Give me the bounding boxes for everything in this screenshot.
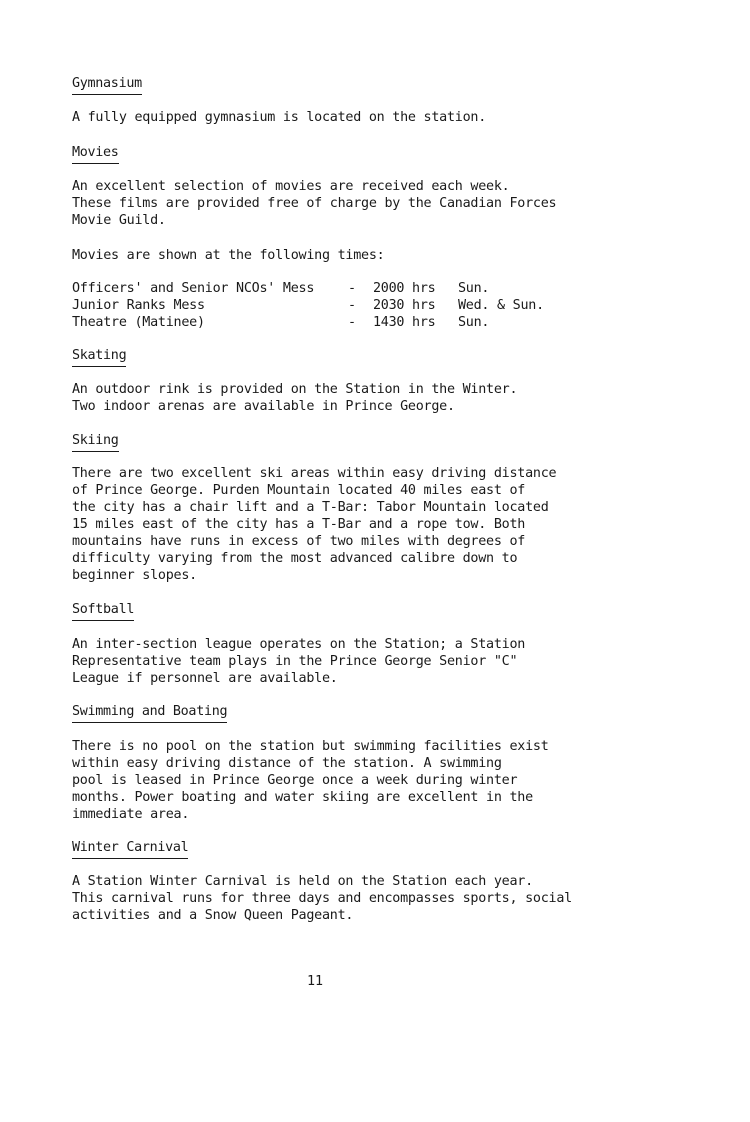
text-line: Two indoor arenas are available in Prince George.: [72, 399, 455, 414]
text-line: There are two excellent ski areas within easy driving distance: [72, 466, 557, 481]
paragraph-movies-times: [72, 247, 384, 264]
page-number: 11: [307, 974, 324, 989]
text-line: 15 miles east of the city has a T-Bar and a rope tow. Both: [72, 517, 526, 532]
schedule-days: Sun.: [458, 315, 490, 330]
schedule-time: 2000 hrs: [373, 281, 436, 296]
heading-skiing: Skiing: [72, 433, 119, 452]
paragraph-softball: [72, 636, 525, 687]
heading-winter-carnival: Winter Carnival: [72, 840, 188, 859]
schedule-dash: -: [348, 315, 356, 330]
text-line: activities and a Snow Queen Pageant.: [72, 908, 354, 923]
text-line: An excellent selection of movies are received each week.: [72, 179, 510, 194]
paragraph-skiing: [72, 465, 556, 584]
heading-softball: Softball: [72, 602, 134, 621]
text-line: the city has a chair lift and a T-Bar: Tabor Mountain located: [72, 500, 549, 515]
schedule-time: 1430 hrs: [373, 315, 436, 330]
heading-movies: Movies: [72, 145, 119, 164]
heading-gymnasium: Gymnasium: [72, 76, 142, 95]
text-line: pool is leased in Prince George once a week during winter: [72, 773, 518, 788]
text-line: A Station Winter Carnival is held on the Station each year.: [72, 874, 533, 889]
text-line: mountains have runs in excess of two miles with degrees of: [72, 534, 526, 549]
text-line: months. Power boating and water skiing are excellent in the: [72, 790, 533, 805]
schedule-time: 2030 hrs: [373, 298, 436, 313]
paragraph-skating: [72, 381, 517, 415]
text-line: There is no pool on the station but swimming facilities exist: [72, 739, 549, 754]
text-line: Movie Guild.: [72, 213, 166, 228]
schedule-days: Sun.: [458, 281, 490, 296]
text-line: of Prince George. Purden Mountain located 40 miles east of: [72, 483, 526, 498]
text-line: beginner slopes.: [72, 568, 197, 583]
text-line: within easy driving distance of the station. A swimming: [72, 756, 502, 771]
schedule-dash: -: [348, 298, 356, 313]
text-line: Movies are shown at the following times:: [72, 248, 385, 263]
schedule-place: Theatre (Matinee): [72, 315, 205, 330]
paragraph-swimming-boating: [72, 738, 549, 823]
paragraph-gymnasium: [72, 109, 486, 126]
schedule-days: Wed. & Sun.: [458, 298, 544, 313]
text-line: These films are provided free of charge by the Canadian Forces: [72, 196, 557, 211]
text-line: An inter-section league operates on the Station; a Station: [72, 637, 526, 652]
heading-skating: Skating: [72, 348, 126, 367]
text-line: An outdoor rink is provided on the Station in the Winter.: [72, 382, 518, 397]
schedule-place: Junior Ranks Mess: [72, 298, 205, 313]
text-line: A fully equipped gymnasium is located on the station.: [72, 110, 487, 125]
text-line: difficulty varying from the most advanced calibre down to: [72, 551, 518, 566]
text-line: This carnival runs for three days and encompasses sports, social: [72, 891, 572, 906]
paragraph-movies-intro: [72, 178, 556, 229]
schedule-place: Officers' and Senior NCOs' Mess: [72, 281, 315, 296]
heading-swimming-boating: Swimming and Boating: [72, 704, 227, 723]
text-line: Representative team plays in the Prince George Senior "C": [72, 654, 518, 669]
schedule-dash: -: [348, 281, 356, 296]
text-line: immediate area.: [72, 807, 190, 822]
text-line: League if personnel are available.: [72, 671, 338, 686]
paragraph-winter-carnival: [72, 873, 572, 924]
